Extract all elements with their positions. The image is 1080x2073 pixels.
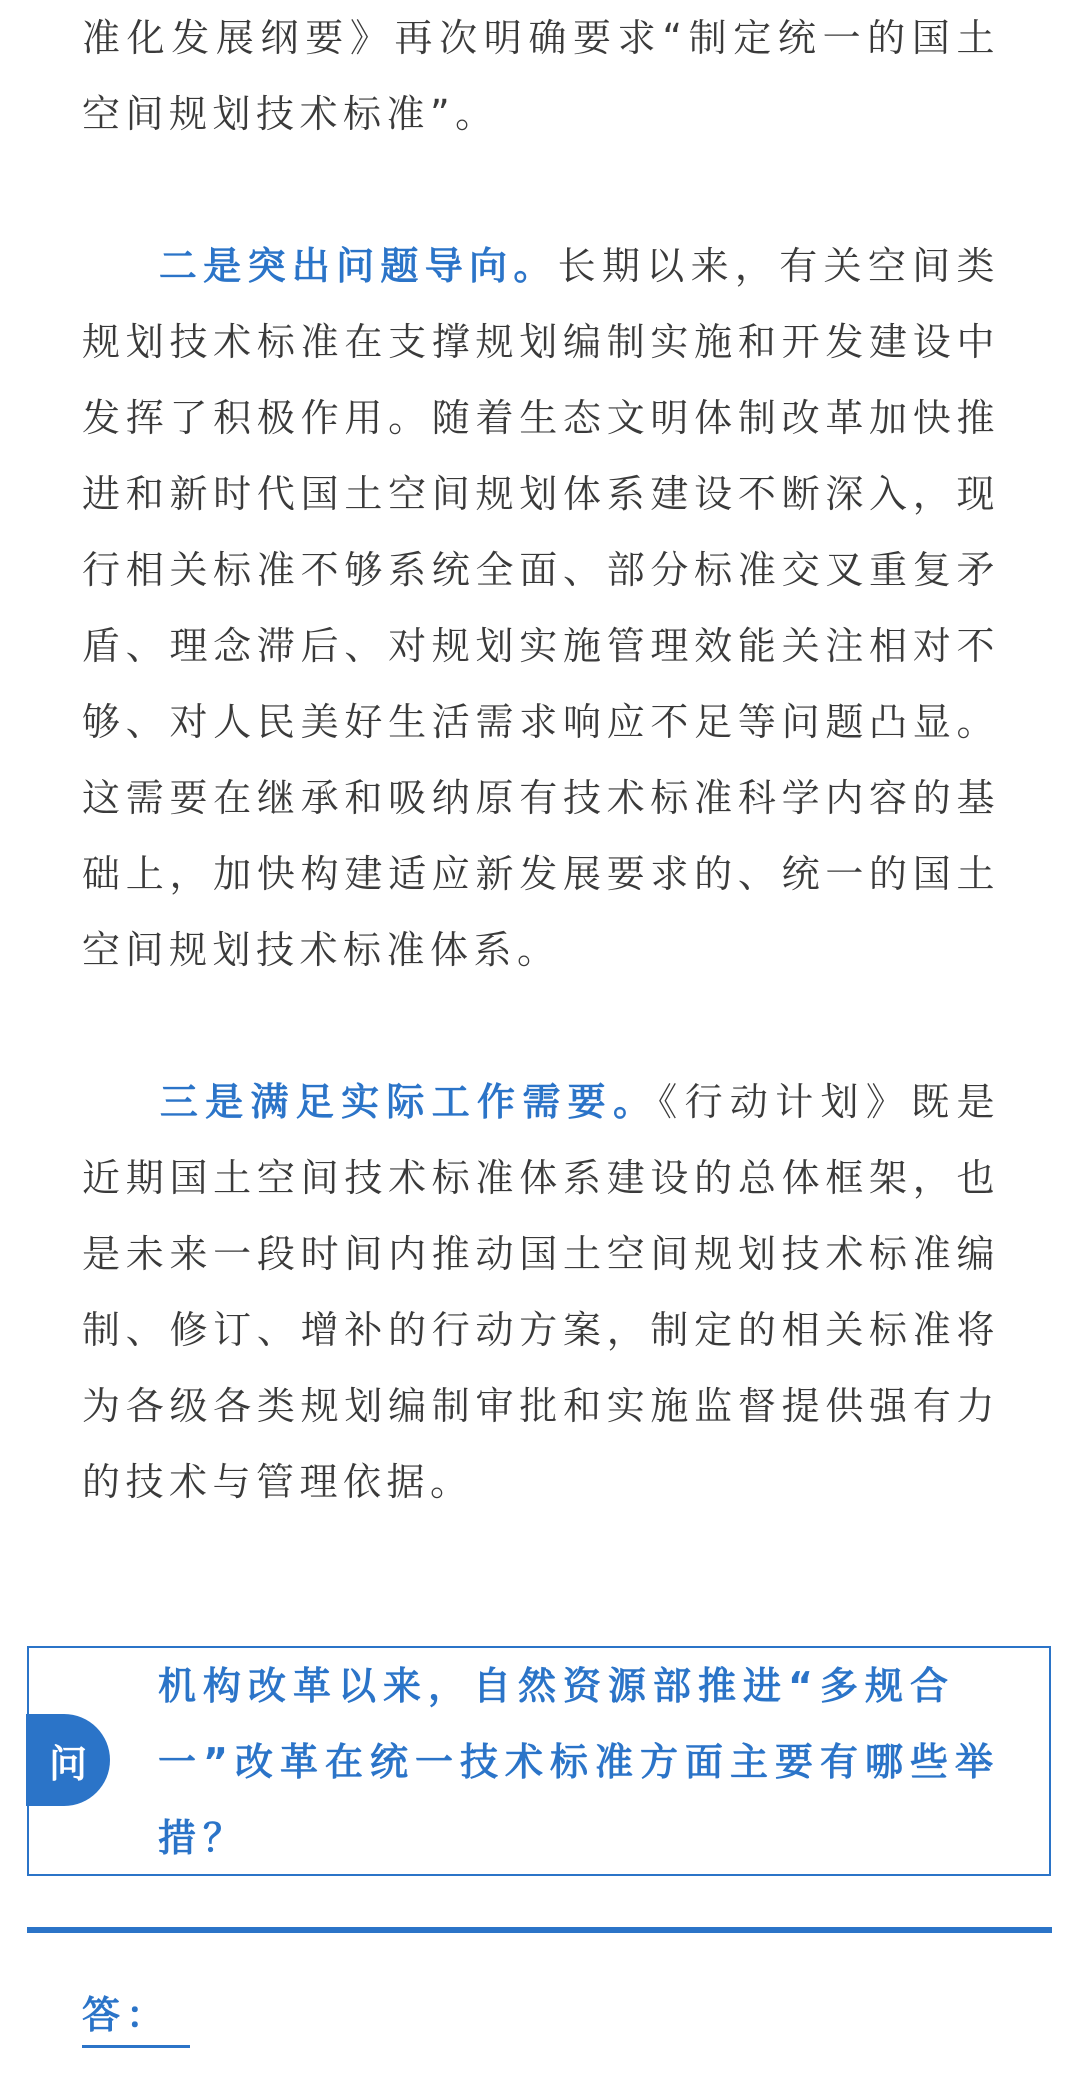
paragraph-lead-heading: 二是突出问题导向。	[158, 244, 558, 288]
paragraph-problem-orientation	[82, 228, 1000, 988]
answer-label: 答：	[82, 1985, 190, 2048]
question-text: 机构改革以来，自然资源部推进“多规合一”改革在统一技术标准方面主要有哪些举措？	[158, 1664, 1000, 1860]
paragraph-standards-outline: 准化发展纲要》再次明确要求“制定统一的国土空间规划技术标准”。	[82, 16, 1000, 136]
section-divider	[27, 1927, 1052, 1933]
question-box	[27, 1646, 1051, 1876]
paragraph-lead-heading: 三是满足实际工作需要。	[158, 1080, 659, 1124]
paragraph-practical-needs	[82, 1064, 1000, 1520]
paragraph-body-text: 长期以来，有关空间类规划技术标准在支撑规划编制实施和开发建设中发挥了积极作用。随着生态文明体制改革加快推进和新时代国土空间规划体系建设不断深入，现行相关标准不够系统全面、部分标准交叉重复矛盾、理念滞后、对规划实施管理效能关注相对不够、对人民美好生活需求响应不足等问题凸显。这需要在继承和吸纳原有技术标准科学内容的基础上，加快构建适应新发展要求的、统一的国土空间规划技术标准体系。	[82, 244, 1000, 972]
question-badge: 问	[26, 1714, 110, 1806]
paragraph-body-text: 《行动计划》既是近期国土空间技术标准体系建设的总体框架，也是未来一段时间内推动国土空间规划技术标准编制、修订、增补的行动方案，制定的相关标准将为各级各类规划编制审批和实施监督提供强有力的技术与管理依据。	[82, 1080, 1000, 1504]
